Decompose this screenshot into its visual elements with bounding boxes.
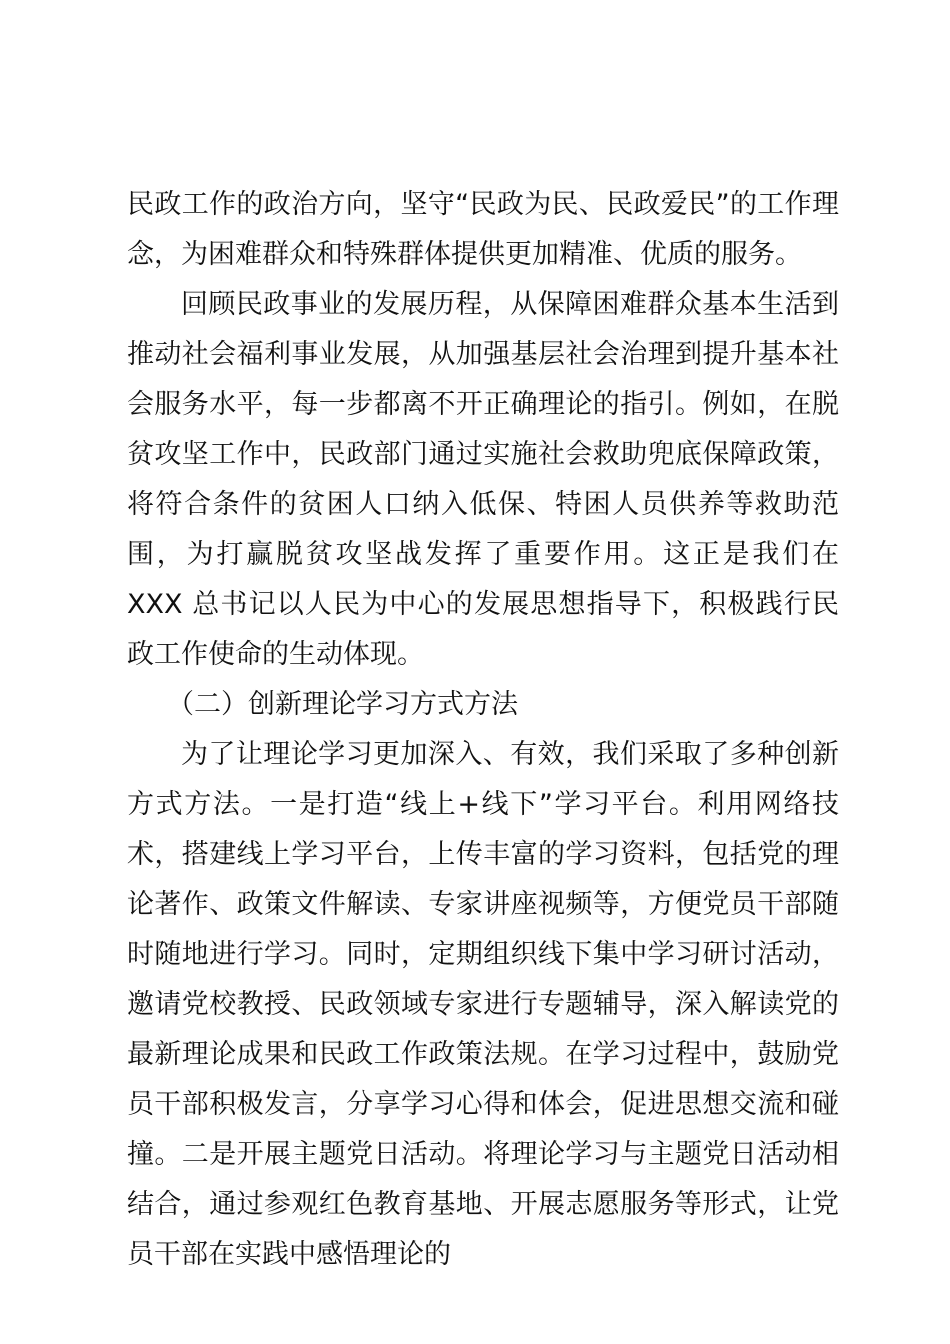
document-body [127, 180, 839, 1280]
paragraph-review: 回顾民政事业的发展历程，从保障困难群众基本生活到推动社会福利事业发展，从加强基层社会治理到提升基本社会服务水平，每一步都离不开正确理论的指引。例如，在脱贫攻坚工作中，民政部门通过实施社会救助兜底保障政策，将符合条件的贫困人口纳入低保、特困人员供养等救助范围，为打赢脱贫攻坚战发挥了重要作用。这正是我们在 XXX 总书记以人民为中心的发展思想指导下，积极践行民政工作使命的生动体现。 [127, 289, 839, 670]
section-heading: （二）创新理论学习方式方法 [167, 689, 518, 720]
paragraph-innovation: 为了让理论学习更加深入、有效，我们采取了多种创新方式方法。一是打造“线上+线下”学习平台。利用网络技术，搭建线上学习平台，上传丰富的学习资料，包括党的理论著作、政策文件解读、专家讲座视频等，方便党员干部随时随地进行学习。同时，定期组织线下集中学习研讨活动，邀请党校教授、民政领域专家进行专题辅导，深入解读党的最新理论成果和民政工作政策法规。在学习过程中，鼓励党员干部积极发言，分享学习心得和体会，促进思想交流和碰撞。二是开展主题党日活动。将理论学习与主题党日活动相结合，通过参观红色教育基地、开展志愿服务等形式，让党员干部在实践中感悟理论的 [127, 739, 839, 1270]
paragraph-continuation: 民政工作的政治方向，坚守“民政为民、民政爱民”的工作理念，为困难群众和特殊群体提供更加精准、优质的服务。 [127, 189, 839, 270]
